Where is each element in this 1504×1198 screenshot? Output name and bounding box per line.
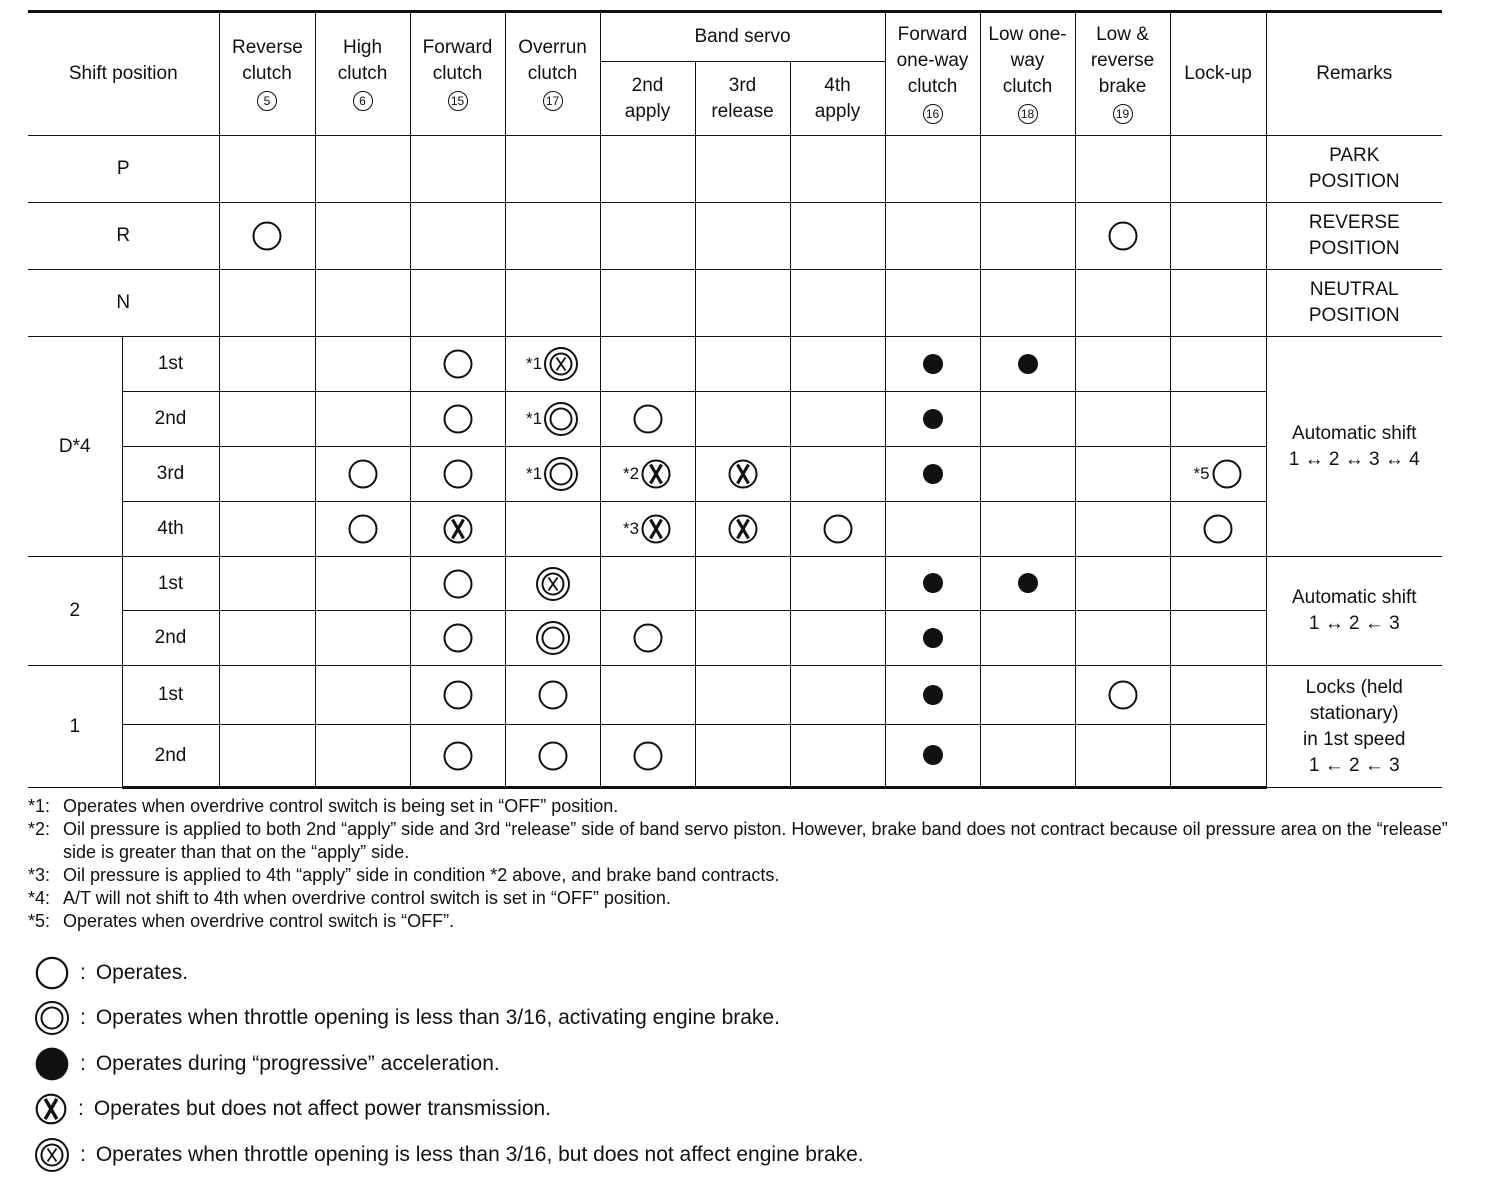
legend-text: Operates when throttle opening is less than 3/16, but does not affect engine brake. [95,1142,864,1166]
cell-d1-low-oneway [980,337,1075,392]
table-row-d-3rd [28,447,1442,502]
footnote-mark: *4: [28,888,51,908]
cell-11-overrun-clutch [505,666,600,725]
footnote-text: Operates when overdrive control switch is “OFF”. [63,911,455,931]
position-d: D*4 [28,337,122,557]
table-row-r [28,203,1442,270]
circle-x-icon [442,513,474,545]
circle-icon [347,458,379,490]
remarks-line: 1 ↔ 2 ← 3 [1308,613,1400,634]
gear-2-2nd: 2nd [122,611,219,666]
circle-icon [632,622,664,654]
cell-d3-high-clutch [315,447,410,502]
cell-d2-overrun-clutch [505,392,600,447]
position-r: R [28,203,219,270]
table-row-d-2nd [28,392,1442,447]
gear-d-3rd: 3rd [122,447,219,502]
double-circle-icon [543,456,579,492]
cell-22-forward-oneway [885,611,980,666]
remarks-line: in 1st speed [1303,728,1406,750]
component-number-badge: 6 [353,91,373,111]
remarks-park [1266,136,1442,203]
cell-r-low-reverse-brake [1075,203,1170,270]
filled-dot-icon [34,1046,70,1082]
component-number-badge: 19 [1113,104,1133,124]
circle-x-icon [640,458,672,490]
cell-22-band-2nd-apply [600,611,695,666]
cell-d1-forward-clutch [410,337,505,392]
cell-d1-overrun-clutch [505,337,600,392]
circle-icon [442,458,474,490]
circle-icon [632,403,664,435]
cell-d3-lockup [1170,447,1266,502]
cell-21-overrun-clutch [505,557,600,611]
footnote-mark: *3: [28,865,51,885]
footnote [28,864,1458,887]
footnotes [28,795,1458,933]
remarks-line: POSITION [1308,171,1400,192]
remarks-line: 1 ↔ 2 ↔ 3 ↔ 4 [1288,448,1420,470]
circle-x-icon [727,458,759,490]
component-number-badge: 16 [923,104,943,124]
remarks-line: stationary) [1309,702,1399,724]
footnote-mark: *5: [28,911,51,931]
table-row-1-1st [28,666,1442,725]
circle-icon [1107,220,1139,252]
note-ref: *3 [622,519,640,538]
note-ref: *5 [1193,464,1210,483]
table-row-d-1st [28,337,1442,392]
table-row-2-2nd [28,611,1442,666]
filled-dot-icon [922,408,944,430]
table-row-d-4th [28,502,1442,557]
legend-text: Operates. [95,960,189,984]
remarks-line: POSITION [1308,305,1400,326]
remarks-line: Automatic shift [1291,422,1417,444]
component-number-badge: 5 [257,91,277,111]
header-band-3rd-release-label: 3rd release [711,74,774,122]
header-band-servo: Band servo [600,12,885,62]
header-reverse-clutch [219,12,315,136]
circle-icon [822,513,854,545]
double-circle-icon [34,1000,70,1036]
gear-2-1st: 1st [122,557,219,611]
cell-d2-forward-oneway [885,392,980,447]
legend-item [34,996,1134,1042]
gear-d-4th: 4th [122,502,219,557]
cell-d4-forward-clutch [410,502,505,557]
header-forward-oneway-clutch-label: Forward one-way clutch [896,24,969,97]
clutch-band-chart [28,10,1442,789]
cell-r-reverse-clutch [219,203,315,270]
filled-dot-icon [922,353,944,375]
footnote-text: Operates when overdrive control switch is being set in “OFF” position. [63,796,619,816]
circle-icon [1202,513,1234,545]
table-row-n [28,270,1442,337]
remarks-line: 1 ← 2 ← 3 [1308,754,1400,776]
cell-d3-band-2nd-apply [600,447,695,502]
legend-colon: : [78,1097,84,1121]
header-band-3rd-release [695,62,790,136]
filled-dot-icon [1017,572,1039,594]
gear-d-1st: 1st [122,337,219,392]
cell-d4-band-3rd-release [695,502,790,557]
remarks-line: Automatic shift [1291,587,1417,608]
header-forward-clutch-label: Forward clutch [422,37,493,84]
legend-item [34,950,1134,996]
circle-icon [632,740,664,772]
header-band-2nd-apply [600,62,695,136]
note-ref: *2 [622,464,640,483]
cell-d3-forward-clutch [410,447,505,502]
circle-x-icon [640,513,672,545]
cell-d3-band-3rd-release [695,447,790,502]
note-ref: *1 [525,354,543,373]
legend-item [34,1132,1134,1178]
remarks-line: NEUTRAL [1309,279,1399,300]
position-n: N [28,270,219,337]
header-shift-position: Shift position [28,12,219,136]
footnote-mark: *1: [28,796,51,816]
component-number-badge: 18 [1018,104,1038,124]
cell-22-forward-clutch [410,611,505,666]
filled-dot-icon [1017,353,1039,375]
header-low-reverse-brake [1075,12,1170,136]
cell-12-forward-oneway [885,725,980,788]
header-overrun-clutch-label: Overrun clutch [518,37,587,84]
cell-d2-band-2nd-apply [600,392,695,447]
position-p: P [28,136,219,203]
cell-d4-band-4th-apply [790,502,885,557]
remarks-line: POSITION [1308,238,1400,259]
footnote-mark: *2: [28,819,51,839]
cell-12-forward-clutch [410,725,505,788]
circle-icon [442,622,474,654]
footnote-text: A/T will not shift to 4th when overdrive control switch is set in “OFF” position. [63,888,671,908]
remarks-line: REVERSE [1308,212,1400,233]
cell-d2-forward-clutch [410,392,505,447]
cell-22-overrun-clutch [505,611,600,666]
legend-item [34,1041,1134,1087]
filled-dot-icon [922,627,944,649]
legend-colon: : [80,1006,86,1030]
component-number-badge: 15 [448,91,468,111]
circle-icon [537,740,569,772]
circle-icon [347,513,379,545]
header-reverse-clutch-label: Reverse clutch [232,37,303,84]
position-2: 2 [28,557,122,666]
gear-1-1st: 1st [122,666,219,725]
note-ref: *1 [525,409,543,428]
footnote [28,910,1458,933]
remarks-neutral [1266,270,1442,337]
circle-icon [251,220,283,252]
circle-icon [537,679,569,711]
footnote [28,795,1458,818]
cell-12-band-2nd-apply [600,725,695,788]
cell-12-overrun-clutch [505,725,600,788]
header-low-reverse-brake-label: Low & reverse brake [1090,24,1155,97]
cell-d1-forward-oneway [885,337,980,392]
cell-d3-overrun-clutch [505,447,600,502]
filled-dot-icon [922,684,944,706]
legend-text: Operates when throttle opening is less than 3/16, activating engine brake. [95,1006,780,1030]
remarks-2 [1266,557,1442,666]
header-band-4th-apply-label: 4th apply [814,74,861,122]
header-overrun-clutch [505,12,600,136]
header-high-clutch [315,12,410,136]
legend-text: Operates during “progressive” acceleration. [95,1051,500,1075]
filled-dot-icon [922,463,944,485]
header-low-oneway-clutch [980,12,1075,136]
legend-colon: : [80,1051,86,1075]
legend-colon: : [80,960,86,984]
filled-dot-icon [922,572,944,594]
circle-x-double-icon [543,346,579,382]
note-ref: *1 [525,464,543,483]
gear-d-2nd: 2nd [122,392,219,447]
header-low-oneway-clutch-label: Low one-way clutch [988,24,1067,97]
gear-1-2nd: 2nd [122,725,219,788]
remarks-reverse [1266,203,1442,270]
circle-x-double-icon [535,566,571,602]
circle-x-icon [34,1092,68,1126]
double-circle-icon [543,401,579,437]
cell-d4-high-clutch [315,502,410,557]
footnote-text: Oil pressure is applied to 4th “apply” side in condition *2 above, and brake band contracts. [63,865,780,885]
table-row-1-2nd [28,725,1442,788]
legend-item [34,1087,1134,1133]
cell-d3-forward-oneway [885,447,980,502]
remarks-1 [1266,666,1442,788]
remarks-line: PARK [1329,145,1380,166]
legend-text: Operates but does not affect power transmission. [93,1097,552,1121]
cell-11-forward-clutch [410,666,505,725]
cell-d4-lockup [1170,502,1266,557]
circle-icon [442,348,474,380]
remarks-line: Locks (held [1305,676,1403,698]
circle-icon [442,568,474,600]
cell-11-forward-oneway [885,666,980,725]
circle-icon [34,955,70,991]
footnote [28,887,1458,910]
position-1: 1 [28,666,122,788]
cell-d4-band-2nd-apply [600,502,695,557]
circle-icon [1107,679,1139,711]
header-lockup: Lock-up [1170,12,1266,136]
cell-11-low-reverse-brake [1075,666,1170,725]
circle-icon [1211,458,1243,490]
circle-x-double-icon [34,1137,70,1173]
header-band-4th-apply [790,62,885,136]
footnote [28,818,1458,864]
circle-icon [442,740,474,772]
cell-21-low-oneway [980,557,1075,611]
header-forward-oneway-clutch [885,12,980,136]
circle-icon [442,403,474,435]
cell-21-forward-oneway [885,557,980,611]
cell-21-forward-clutch [410,557,505,611]
table-row-2-1st [28,557,1442,611]
circle-icon [442,679,474,711]
header-band-2nd-apply-label: 2nd apply [624,74,671,122]
circle-x-icon [727,513,759,545]
footnote-text: Oil pressure is applied to both 2nd “apply” side and 3rd “release” side of band servo piston. However, brake band does not contract because oil pressure area on the “release” side is greater than that on the “apply” side. [63,819,1448,862]
header-remarks: Remarks [1266,12,1442,136]
double-circle-icon [535,620,571,656]
header-high-clutch-label: High clutch [337,37,388,84]
filled-dot-icon [922,744,944,766]
table-row-p [28,136,1442,203]
legend-colon: : [80,1142,86,1166]
symbol-legend [34,950,1134,1178]
remarks-d [1266,337,1442,557]
header-forward-clutch [410,12,505,136]
component-number-badge: 17 [543,91,563,111]
